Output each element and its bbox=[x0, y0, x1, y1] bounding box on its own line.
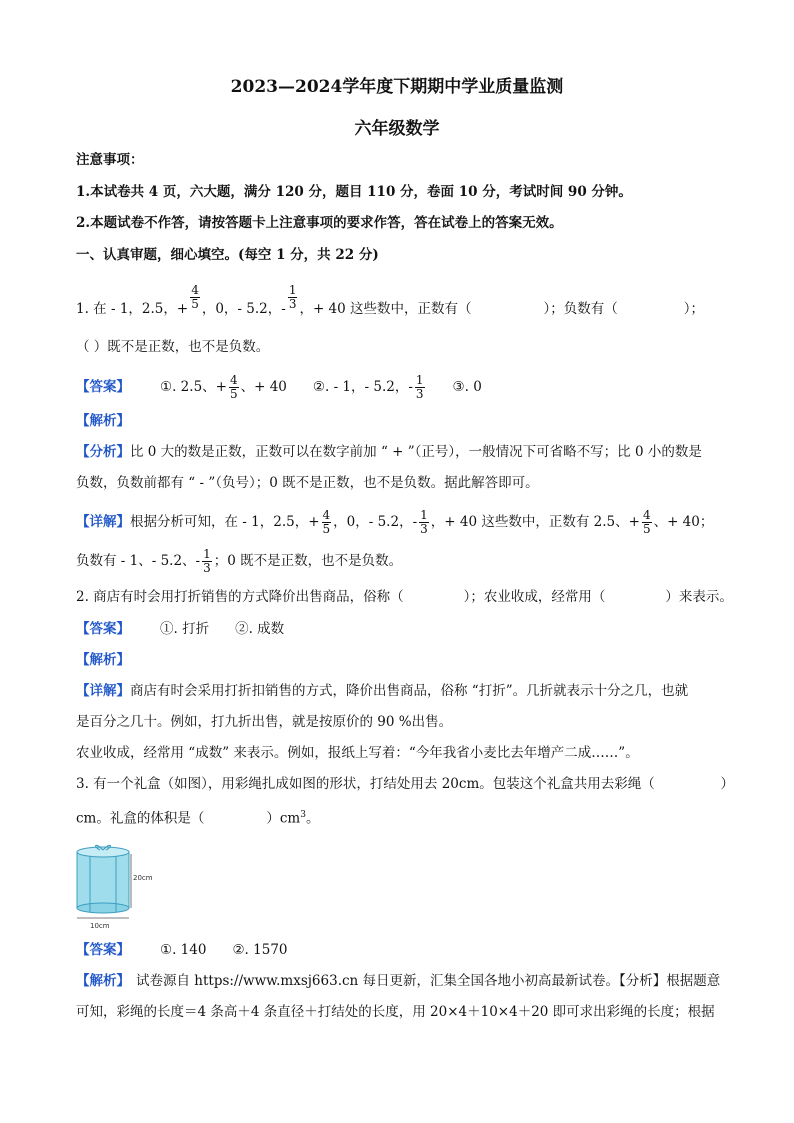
exam-subtitle: 六年级数学 bbox=[354, 119, 440, 139]
height-label: 20cm bbox=[133, 874, 153, 882]
q1-analysis-line-2: 负数，负数前都有 “ - ”（负号）；0 既不是正数，也不是负数。据此解答即可。 bbox=[76, 475, 539, 491]
q2-analysis-title: 【解析】 bbox=[76, 652, 130, 668]
notice-item-2: 2.本题试卷不作答，请按答题卡上注意事项的要求作答，答在试卷上的答案无效。 bbox=[76, 215, 563, 231]
q1-detail-line-2: 负数有 - 1、- 5.2、- $\frac{1}{3}$ ；0 既不是正数，也不是负数。 bbox=[76, 547, 403, 575]
q3-analysis-line-1: 【解析】 试卷源自 https://www.mxsj663.cn 每日更新，汇集全国各地小初高最新试卷。【分析】根据题意 bbox=[76, 973, 721, 989]
gift-box-figure bbox=[72, 838, 172, 932]
fraction-one-third: $\frac{1}{3}$ bbox=[288, 283, 297, 311]
q3-stem-line-1: 3. 有一个礼盒（如图），用彩绳扎成如图的形状，打结处用去 20cm。包装这个礼盒共用去彩绳（ ） bbox=[76, 776, 734, 792]
q1-stem-line-2: （ ）既不是正数，也不是负数。 bbox=[76, 339, 270, 355]
q2-detail-line-3: 农业收成，经常用 “成数” 来表示。例如，报纸上写着：“今年我省小麦比去年增产二成……”。 bbox=[76, 745, 639, 761]
section-1-title: 一、认真审题，细心填空。(每空 1 分，共 22 分) bbox=[76, 247, 379, 263]
q1-stem-line-1: 1. 在 - 1，2.5，+ $\frac{4}{5}$ ，0，- 5.2，- $\frac{1}{3}$ ，+ 40 这些数中，正数有（ ）；负数有（ ）； bbox=[76, 283, 705, 317]
exam-title: 2023—2024学年度下期期中学业质量监测 bbox=[230, 77, 564, 97]
cylinder-gift-box bbox=[77, 845, 129, 913]
q2-stem: 2. 商店有时会用打折销售的方式降价出售商品，俗称（ ）；农业收成，经常用（ ）来表示。 bbox=[76, 589, 733, 605]
q1-analysis-title: 【解析】 bbox=[76, 413, 130, 429]
q1-analysis-line-1: 【分析】比 0 大的数是正数，正数可以在数字前加 “ + ”（正号），一般情况下可省略不写；比 0 小的数是 bbox=[76, 444, 702, 460]
notice-item-1: 1.本试卷共 4 页，六大题，满分 120 分，题目 110 分，卷面 10 分，考试时间 90 分钟。 bbox=[76, 184, 632, 200]
q1-detail-line-1: 【详解】根据分析可知，在 - 1，2.5，+ $\frac{4}{5}$ ，0，- 5.2，- $\frac{1}{3}$ ，+ 40 这些数中，正数有 2.5、+ $\frac{4}{5}$ 、+ 40； bbox=[76, 508, 714, 536]
notice-heading: 注意事项： bbox=[76, 152, 144, 168]
q2-detail-line-1: 【详解】商店有时会采用打折扣销售的方式，降价出售商品，俗称 “打折”。几折就表示十分之几，也就 bbox=[76, 683, 689, 699]
q1-answer: 【答案】 ①. 2.5、+ $\frac{4}{5}$ 、+ 40 ②. - 1，- 5.2，- $\frac{1}{3}$ ③. 0 bbox=[76, 373, 482, 401]
q2-answer: 【答案】 ①. 打折 ②. 成数 bbox=[76, 621, 285, 637]
q2-detail-line-2: 是百分之几十。例如，打九折出售，就是按原价的 90 %出售。 bbox=[76, 714, 453, 730]
q3-stem-line-2: cm。礼盒的体积是（ ）$cm^3$。 bbox=[76, 810, 320, 827]
q3-analysis-line-2: 可知，彩绳的长度＝4 条高＋4 条直径＋打结处的长度，用 20×4＋10×4＋20 即可求出彩绳的长度；根据 bbox=[76, 1004, 715, 1020]
q3-answer: 【答案】 ①. 140 ②. 1570 bbox=[76, 942, 288, 958]
fraction-four-fifths: $\frac{4}{5}$ bbox=[191, 283, 199, 311]
width-label: 10cm bbox=[90, 922, 110, 930]
